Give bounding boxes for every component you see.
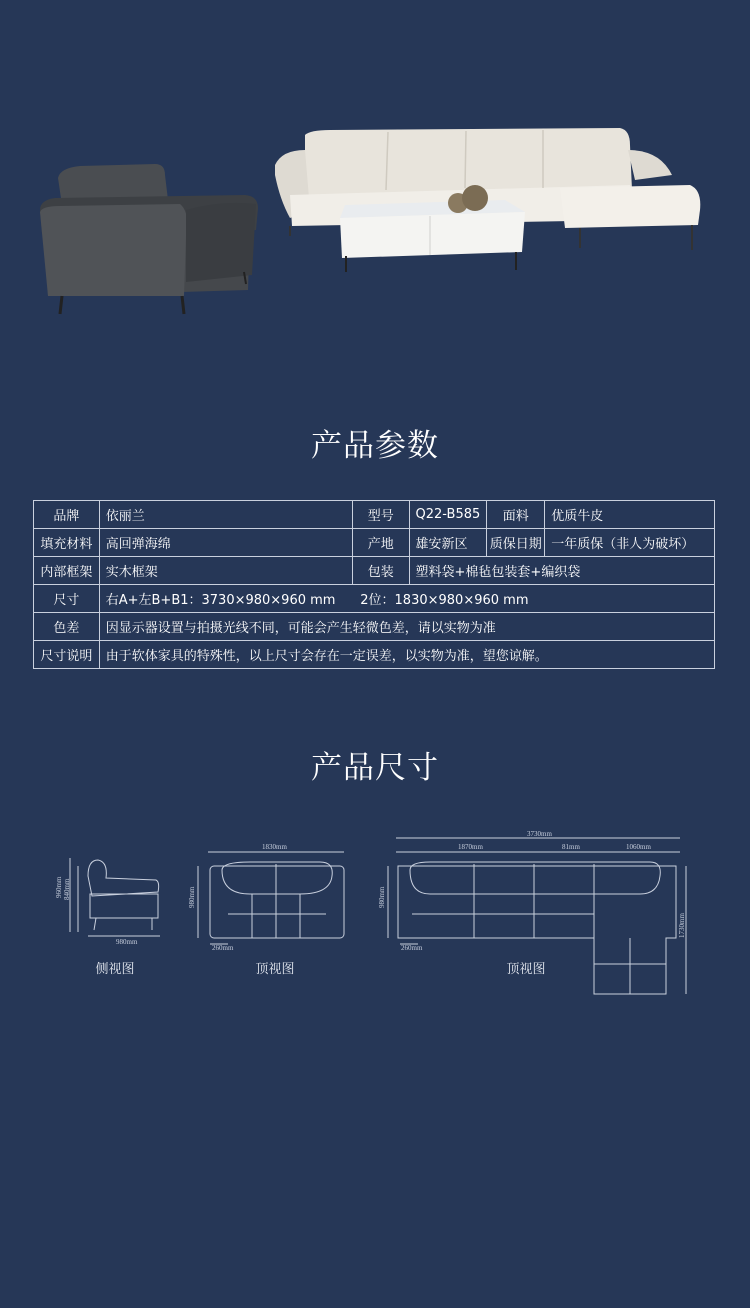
table-row bbox=[34, 557, 715, 585]
table-row bbox=[34, 585, 715, 613]
surface-label: 面料 bbox=[487, 501, 545, 529]
top2-width-label: 1830mm bbox=[262, 843, 287, 851]
top3-arm-label: 260mm bbox=[401, 944, 423, 952]
top3-length-label: 1730mm bbox=[678, 913, 686, 938]
table-row bbox=[34, 501, 715, 529]
model-label: 型号 bbox=[353, 501, 410, 529]
dimension-drawings bbox=[0, 820, 750, 1020]
package-label: 包装 bbox=[353, 557, 410, 585]
side-view-label: 侧视图 bbox=[95, 962, 135, 977]
side-depth-label: 980mm bbox=[116, 938, 138, 946]
top3-c-label: 1060mm bbox=[626, 843, 651, 851]
size-title: 产品尺寸 bbox=[311, 750, 439, 786]
origin-value: 雄安新区 bbox=[409, 529, 487, 557]
size-label: 尺寸 bbox=[34, 585, 100, 613]
top-view-label-2: 顶视图 bbox=[506, 962, 546, 977]
table-row bbox=[34, 641, 715, 669]
frame-label: 内部框架 bbox=[34, 557, 100, 585]
side-seat-label: 840mm bbox=[63, 878, 71, 900]
filling-value: 高回弹海绵 bbox=[99, 529, 352, 557]
frame-value: 实木框架 bbox=[99, 557, 352, 585]
surface-value: 优质牛皮 bbox=[545, 501, 715, 529]
model-value: Q22-B585 bbox=[409, 501, 487, 529]
filling-label: 填充材料 bbox=[34, 529, 100, 557]
top3-b-label: 81mm bbox=[562, 843, 580, 851]
warranty-label: 质保日期 bbox=[487, 529, 545, 557]
side-height-label: 960mm bbox=[55, 876, 63, 898]
brand-value: 依丽兰 bbox=[99, 501, 352, 529]
color-value: 因显示器设置与拍摄光线不同，可能会产生轻微色差，请以实物为准 bbox=[99, 613, 714, 641]
top-view-label-1: 顶视图 bbox=[255, 962, 295, 977]
top2-depth-label: 980mm bbox=[188, 886, 196, 908]
spec-table bbox=[33, 500, 715, 669]
origin-label: 产地 bbox=[353, 529, 410, 557]
top2-arm-label: 260mm bbox=[212, 944, 234, 952]
top3-total-label: 3730mm bbox=[527, 830, 552, 838]
color-label: 色差 bbox=[34, 613, 100, 641]
note-label: 尺寸说明 bbox=[34, 641, 100, 669]
brand-label: 品牌 bbox=[34, 501, 100, 529]
grey-loveseat bbox=[40, 164, 258, 314]
size-value: 右A+左B+B1：3730×980×960 mm 2位：1830×980×960 mm bbox=[99, 585, 714, 613]
params-title: 产品参数 bbox=[311, 428, 439, 464]
top-view-two-seat bbox=[188, 843, 344, 952]
side-view bbox=[55, 858, 160, 946]
table-row bbox=[34, 529, 715, 557]
note-value: 由于软体家具的特殊性，以上尺寸会存在一定误差，以实物为准，望您谅解。 bbox=[99, 641, 714, 669]
table-row bbox=[34, 613, 715, 641]
package-value: 塑料袋+棉毡包装套+编织袋 bbox=[409, 557, 714, 585]
warranty-value: 一年质保（非人为破坏） bbox=[545, 529, 715, 557]
top3-depth-label: 980mm bbox=[378, 886, 386, 908]
product-photo bbox=[0, 110, 750, 340]
top3-a-label: 1870mm bbox=[458, 843, 483, 851]
